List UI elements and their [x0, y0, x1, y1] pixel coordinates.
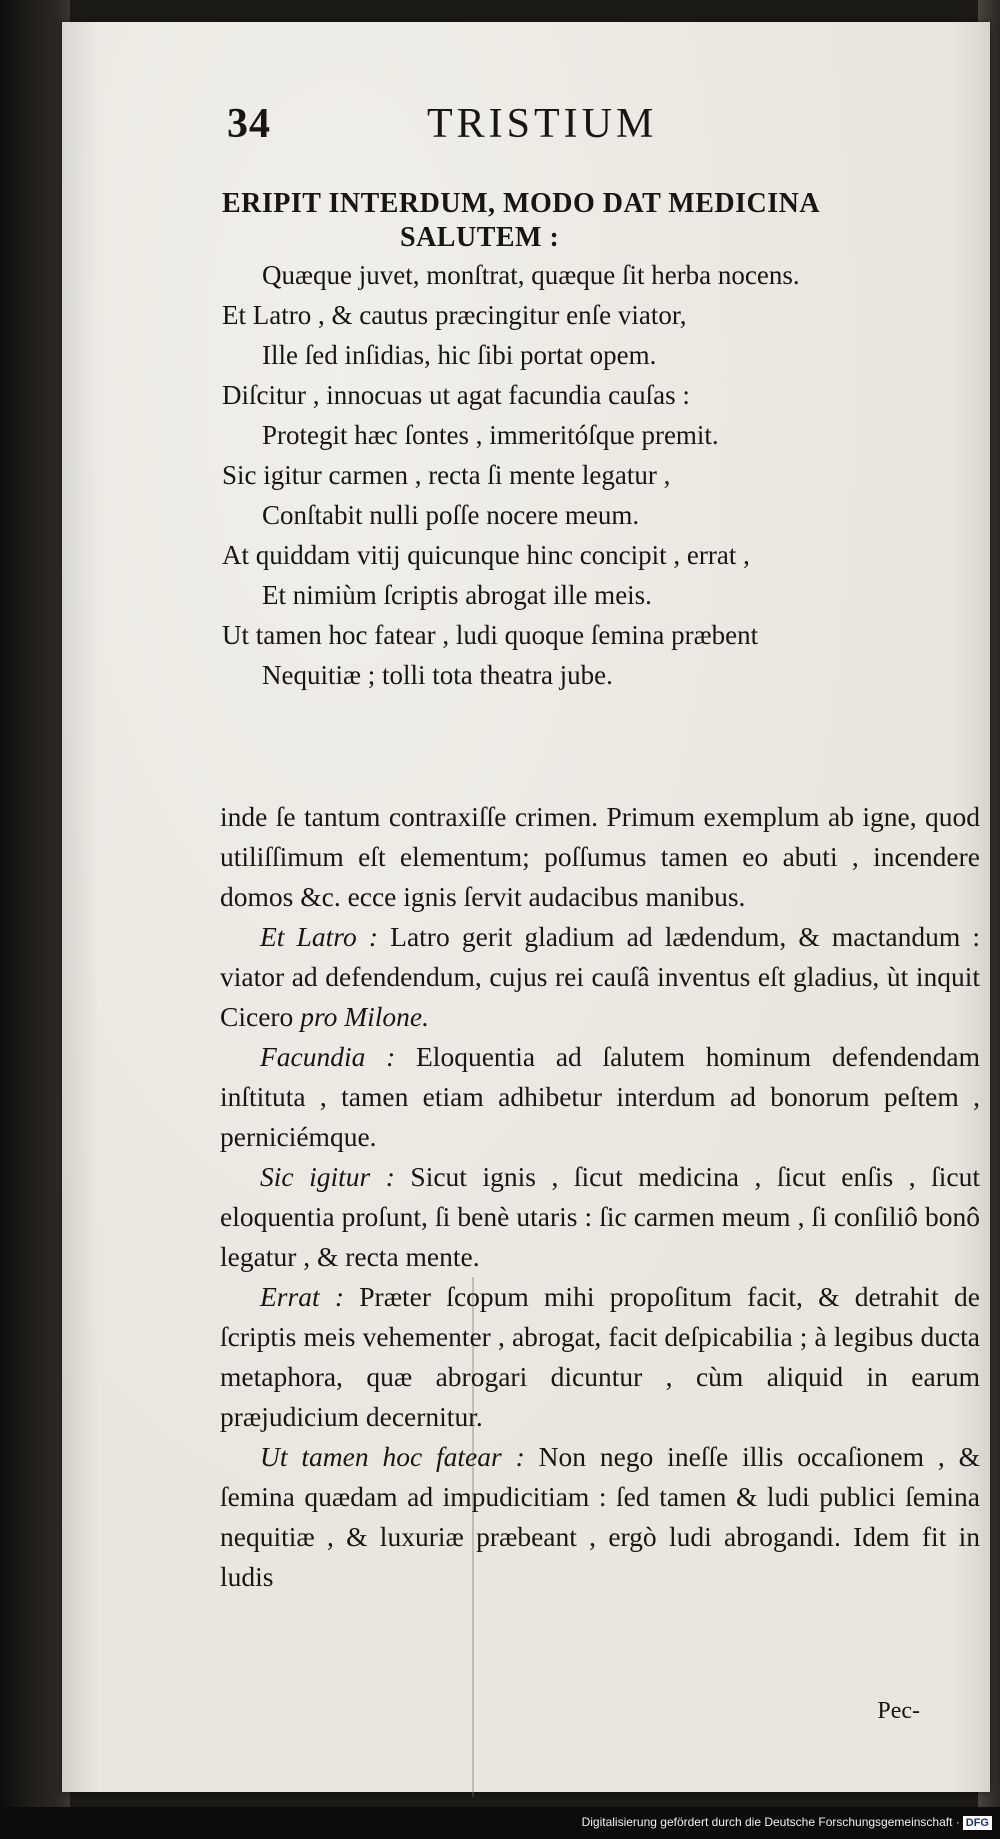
note-paragraph: [220, 1277, 980, 1437]
dfg-logo: DFG: [963, 1816, 992, 1830]
note-text: Eloquentia ad ſalutem hominum defendendam inſtituta , tamen etiam adhibetur interdum ad bonorum peſtem , perniciémque.: [220, 1041, 980, 1152]
verse-heading-line-2: SALUTEM :: [400, 222, 560, 253]
note-paragraph: [220, 917, 980, 1037]
note-text: inde ſe tantum contraxiſſe crimen. Primum exemplum ab igne, quod utiliſſimum eſt elementum; poſſumus tamen eo abuti , incendere domos &c. ecce ignis ſervit audacibus manibus.: [220, 801, 980, 912]
note-lemma: Facundia :: [260, 1041, 396, 1072]
footer-credit-text: Digitalisierung gefördert durch die Deutsche Forschungsgemeinschaft ·: [581, 1815, 960, 1829]
book-page: [62, 22, 990, 1792]
verse-line: Et nimiùm ſcriptis abrogat ille meis.: [262, 580, 652, 610]
commentary-notes: [220, 797, 980, 1597]
note-text: Sicut ignis , ſicut medicina , ſicut enſis , ſicut eloquentia proſunt, ſi benè utaris : ſic carmen meum , ſi conſiliô bonô legatur , & recta mente.: [220, 1161, 980, 1272]
verse-line: Protegit hæc ſontes , immeritóſque premit.: [262, 420, 719, 450]
footer-credit: [582, 1815, 992, 1830]
verse-line: Ille ſed inſidias, hic ſibi portat opem.: [262, 340, 657, 370]
running-title: TRISTIUM: [427, 101, 658, 147]
verse-line: Quæque juvet, monſtrat, quæque ſit herba nocens.: [262, 260, 800, 290]
verse-block: [222, 187, 982, 695]
note-paragraph: [220, 1437, 980, 1597]
verse-heading: [222, 187, 982, 255]
verse-line: Nequitiæ ; tolli tota theatra jube.: [262, 660, 613, 690]
verse-line: Ut tamen hoc fatear , ludi quoque ſemina præbent: [222, 620, 759, 650]
digitization-footer: [0, 1807, 1000, 1839]
verse-line: Conſtabit nulli poſſe nocere meum.: [262, 500, 640, 530]
catchword: Pec-: [877, 1698, 920, 1724]
verse-line: Et Latro , & cautus præcingitur enſe viator,: [222, 300, 687, 330]
note-reference: pro Milone.: [300, 1001, 430, 1032]
note-lemma: Et Latro :: [260, 921, 379, 952]
note-lemma: Sic igitur :: [260, 1161, 395, 1192]
verse-line: Sic igitur carmen , recta ſi mente legatur ,: [222, 460, 671, 490]
note-text: Latro gerit gladium ad lædendum, & mactandum : viator ad defendendum, cujus rei cauſâ inventus eſt gladius, ùt inquit Cicero: [220, 921, 980, 1032]
note-paragraph: [220, 1157, 980, 1277]
verse-line: Diſcitur , innocuas ut agat facundia cauſas :: [222, 380, 690, 410]
note-text: Præter ſcopum mihi propoſitum facit, & detrahit de ſcriptis meis vehementer , abrogat, facit deſpicabilia ; à legibus ducta metaphora, quæ abrogari dicuntur , cùm aliquid in earum præjudicium decernitur.: [220, 1281, 980, 1432]
verse-line: At quiddam vitij quicunque hinc concipit , errat ,: [222, 540, 750, 570]
note-paragraph: [220, 797, 980, 917]
note-lemma: Ut tamen hoc fatear :: [260, 1441, 525, 1472]
note-text: Non nego ineſſe illis occaſionem , & ſemina quædam ad impudicitiam : ſed tamen & ludi publici ſemina nequitiæ , & luxuriæ præbeant , ergò ludi abrogandi. Idem fit in ludis: [220, 1441, 981, 1592]
verse-heading-line-1: ERIPIT INTERDUM, MODO DAT MEDICINA: [222, 188, 821, 219]
running-head: [62, 100, 990, 160]
page-number: 34: [227, 101, 271, 147]
book-spine-shadow: [0, 0, 70, 1839]
note-lemma: Errat :: [260, 1281, 344, 1312]
note-paragraph: [220, 1037, 980, 1157]
